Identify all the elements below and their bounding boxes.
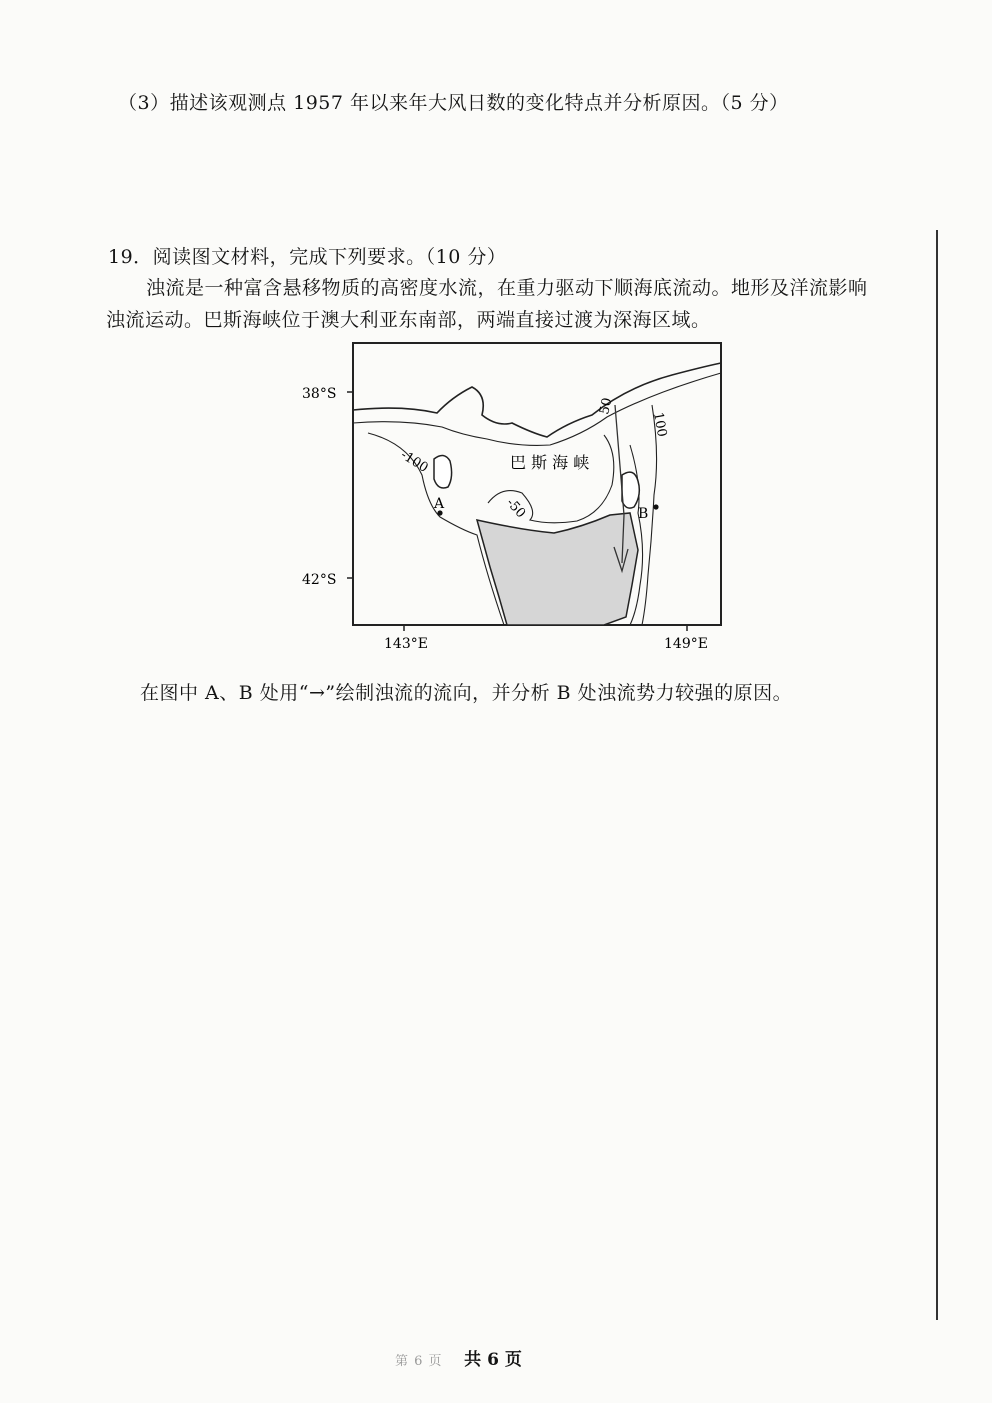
flinders-island bbox=[622, 472, 639, 508]
lat-label-42: 42°S bbox=[302, 572, 337, 588]
lon-label-143: 143°E bbox=[384, 636, 428, 652]
question-3-text: （3）描述该观测点 1957 年以来年大风日数的变化特点并分析原因。（5 分） bbox=[118, 92, 789, 114]
contour-label-west-100: -100 bbox=[397, 447, 431, 476]
footer-total-pages: 共 6 页 bbox=[464, 1350, 522, 1370]
lon-label-149: 149°E bbox=[664, 636, 708, 652]
lat-label-38: 38°S bbox=[302, 386, 337, 402]
point-a-label: A bbox=[434, 496, 445, 512]
point-b-label: B bbox=[638, 506, 649, 522]
contour-label-center-50: -50 bbox=[503, 495, 529, 522]
tasmania-land bbox=[477, 513, 638, 625]
question-19-paragraph-line-1: 浊流是一种富含悬移物质的高密度水流，在重力驱动下顺海底流动。地形及洋流影响 bbox=[146, 277, 868, 299]
bass-strait-label: 巴 斯 海 峡 bbox=[510, 453, 590, 472]
contour-label-east-50: 50 bbox=[597, 396, 616, 416]
footer-page-number: 第 6 页 bbox=[395, 1354, 443, 1369]
bass-strait-map bbox=[292, 335, 732, 655]
question-19-task: 在图中 A、B 处用“→”绘制浊流的流向，并分析 B 处浊流势力较强的原因。 bbox=[140, 682, 793, 704]
question-19-heading: 19．阅读图文材料，完成下列要求。（10 分） bbox=[108, 246, 507, 268]
page-footer bbox=[395, 1345, 522, 1370]
question-19-paragraph-line-2: 浊流运动。巴斯海峡位于澳大利亚东南部，两端直接过渡为深海区域。 bbox=[106, 309, 711, 331]
king-island bbox=[434, 455, 452, 488]
margin-rule bbox=[936, 230, 938, 1320]
point-b-marker bbox=[653, 504, 658, 509]
contour-label-east-100: 100 bbox=[650, 411, 670, 439]
